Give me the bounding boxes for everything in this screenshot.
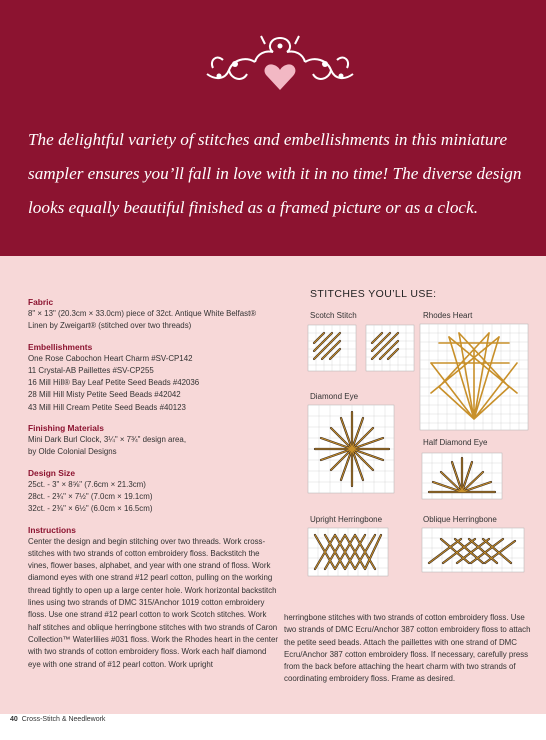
embellishment-line: 16 Mill Hill® Bay Leaf Petite Seed Beads #42036 <box>28 378 200 388</box>
design-size-line: 25ct. - 3" × 8⅝" (7.6cm × 21.3cm) <box>28 479 146 489</box>
page-number: 40 <box>10 716 18 723</box>
magazine-name: Cross-Stitch & Needlework <box>21 716 106 723</box>
finishing-line: Mini Dark Burl Clock, 3¼" × 7¾" design area, <box>28 435 187 445</box>
scotch-stitch-label: Scotch Stitch <box>310 311 357 320</box>
upright-herringbone-diagram <box>307 527 391 579</box>
design-size-heading: Design Size <box>28 467 76 478</box>
embellishments-section <box>28 341 278 414</box>
instructions-heading: Instructions <box>28 524 76 535</box>
diamond-eye-diagram <box>307 404 397 496</box>
design-size-line: 32ct. - 2⅜" × 6½" (6.0cm × 16.5cm) <box>28 504 153 514</box>
fabric-line: Linen by Zweigart® (stitched over two threads) <box>28 321 192 331</box>
instructions-continued: herringbone stitches with two strands of cotton embroidery floss. Use two strands of DMC Ecru/Anchor 387 cotton embroidery floss to attach the petite seed beads. Attach the paillettes with one strand of DMC Ecru/Anchor 387 cotton embroidery floss. If necessary, carefully press from the back before attaching the heart charm with two strands of coordinating embroidery floss. Frame as desired. <box>284 613 531 684</box>
oblique-herringbone-label: Oblique Herringbone <box>423 515 497 524</box>
intro-text: The delightful variety of stitches and embellishments in this miniature sampler ensures you’ll fall in love with it in no time! The diverse design looks equally beautiful finished as a framed picture or as a clock. <box>28 130 522 217</box>
rhodes-heart-label: Rhodes Heart <box>423 311 473 320</box>
materials-column <box>28 296 278 679</box>
embellishment-line: 43 Mill Hill Cream Petite Seed Beads #40123 <box>28 402 186 412</box>
embellishment-line: 11 Crystal-AB Paillettes #SV-CP255 <box>28 365 154 375</box>
fabric-line: 8" × 13" (20.3cm × 33.0cm) piece of 32ct. Antique White Belfast® <box>28 309 257 318</box>
rhodes-heart-diagram <box>419 323 531 433</box>
half-diamond-eye-diagram <box>421 452 505 500</box>
embellishment-line: 28 Mill Hill Misty Petite Seed Beads #42042 <box>28 390 181 400</box>
diamond-eye-label: Diamond Eye <box>310 392 359 401</box>
oblique-herringbone-diagram <box>421 527 527 575</box>
finishing-line: by Olde Colonial Designs <box>28 447 117 457</box>
half-diamond-eye-label: Half Diamond Eye <box>423 438 488 447</box>
stitches-title: STITCHES YOU’LL USE: <box>310 288 437 300</box>
embellishments-heading: Embellishments <box>28 341 93 352</box>
embellishment-line: One Rose Cabochon Heart Charm #SV-CP142 <box>28 353 193 363</box>
fabric-section <box>28 296 278 333</box>
finishing-section <box>28 422 278 459</box>
upright-herringbone-label: Upright Herringbone <box>310 515 383 524</box>
scotch-stitch-diagram <box>307 324 417 374</box>
page-footer <box>10 716 105 723</box>
heart-ornament-icon <box>195 30 365 100</box>
instructions-section <box>28 524 278 671</box>
design-size-line: 28ct. - 2¾" × 7½" (7.0cm × 19.1cm) <box>28 491 153 501</box>
finishing-heading: Finishing Materials <box>28 423 104 434</box>
fabric-heading: Fabric <box>28 297 54 307</box>
instructions-text: Center the design and begin stitching over two threads. Work cross-stitches with two strands of cotton embroidery floss. Backstitch the vines, flower bases, alphabet, and year with one strand of floss. Work diamond eyes with one strand #12 pearl cotton, pulling on the working thread tightly to open up a large center hole. Work horizontal backstitch lines using two strands of DMC 315/Anchor 1019 cotton embroidery floss. Use one strand #12 pearl cotton to work Scotch stitches. Work half stitches and oblique herringbone stitches with two strands of Caron Collection™ Waterlilies #031 floss. Work the Rhodes heart in the center with two strands of cotton embroidery floss. Work each half diamond eye with one strand of #12 pearl cotton. Work upright <box>28 536 278 669</box>
design-size-section <box>28 467 278 516</box>
